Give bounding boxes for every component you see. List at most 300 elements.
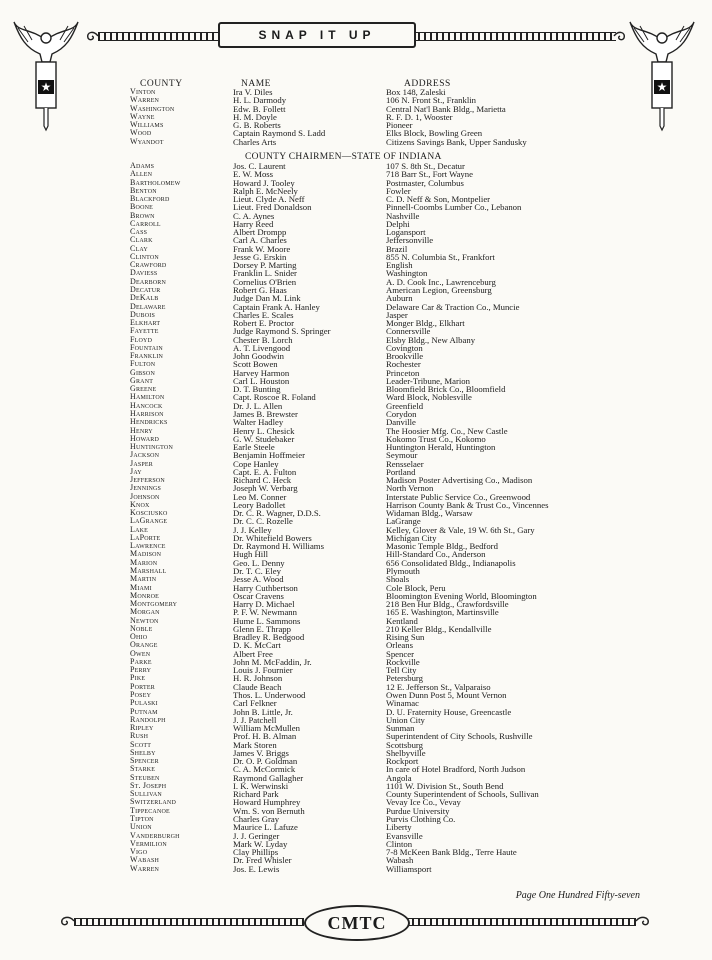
name-cell: Robert G. Haas — [233, 284, 287, 295]
county-cell: Switzerland — [130, 797, 176, 807]
address-cell: Princeton — [386, 367, 420, 378]
address-cell: 210 Keller Bldg., Kendallville — [386, 623, 492, 634]
name-cell: Thos. L. Underwood — [233, 690, 306, 700]
address-cell: Tell City — [386, 665, 417, 676]
county-cell: Lake — [130, 524, 149, 534]
county-cell: Porter — [130, 681, 155, 691]
county-cell: Floyd — [130, 334, 153, 344]
county-cell: Henry — [130, 425, 153, 435]
address-cell: Kelley, Glover & Vale, 19 W. 6th St., Gary — [386, 524, 535, 535]
name-cell: Capt. E. A. Fulton — [233, 466, 297, 477]
eagle-emblem-right-icon — [626, 18, 698, 138]
address-cell: The Hoosier Mfg. Co., New Castle — [386, 425, 508, 436]
address-cell: Danville — [386, 417, 416, 428]
eagle-emblem-left-icon — [10, 18, 82, 138]
address-cell: Citizens Savings Bank, Upper Sandusky — [386, 136, 527, 147]
county-cell: Benton — [130, 185, 157, 195]
address-cell: Hill-Standard Co., Anderson — [386, 549, 486, 560]
name-cell: Harry D. Michael — [233, 599, 295, 610]
address-cell: Owen Dunn Post 5, Mount Vernon — [386, 690, 507, 700]
name-cell: Charles Arts — [233, 136, 277, 147]
county-cell: Ohio — [130, 632, 148, 642]
county-cell: Williams — [130, 120, 164, 130]
name-cell: Geo. L. Denny — [233, 557, 285, 568]
name-cell: Dr. Fred Whisler — [233, 855, 292, 866]
name-cell: G. W. Studebaker — [233, 433, 295, 444]
address-cell: Rensselaer — [386, 458, 424, 469]
ohio-address-list — [386, 88, 527, 146]
name-cell: Captain Frank A. Hanley — [233, 301, 320, 312]
county-cell: Montgomery — [130, 599, 178, 609]
county-cell: Jay — [130, 466, 142, 476]
county-cell: Tippecanoe — [130, 805, 170, 815]
name-cell: Frank W. Moore — [233, 243, 291, 254]
county-cell: Marshall — [130, 566, 167, 576]
county-cell: Noble — [130, 623, 153, 633]
name-cell: Judge Dan M. Link — [233, 293, 301, 304]
name-cell: Scott Bowen — [233, 359, 278, 370]
address-cell: Shoals — [386, 574, 410, 585]
name-cell: Carl L. Houston — [233, 375, 290, 386]
address-cell: 107 S. 8th St., Decatur — [386, 161, 465, 171]
county-cell: Decatur — [130, 284, 161, 294]
address-cell: Auburn — [386, 293, 413, 304]
address-cell: Scottsburg — [386, 739, 424, 750]
address-cell: Purdue University — [386, 805, 450, 816]
name-cell: Franklin L. Snider — [233, 268, 297, 279]
county-cell: Hendricks — [130, 417, 168, 427]
address-cell: Purvis Clothing Co. — [386, 813, 456, 824]
name-cell: Dr. T. C. Eley — [233, 566, 281, 577]
address-cell: 12 E. Jefferson St., Valparaiso — [386, 681, 491, 692]
address-cell: Madison Poster Advertising Co., Madison — [386, 475, 533, 486]
name-cell: John Goodwin — [233, 351, 284, 362]
name-cell: D. T. Bunting — [233, 384, 281, 395]
county-cell: Fountain — [130, 342, 163, 352]
address-cell: 1101 W. Division St., South Bend — [386, 780, 504, 791]
name-cell: William McMullen — [233, 723, 300, 734]
county-cell: Cass — [130, 227, 148, 237]
name-cell: Howard J. Tooley — [233, 177, 295, 188]
footer-scroll-right-icon — [634, 913, 652, 929]
address-cell: Rising Sun — [386, 632, 425, 643]
address-cell: Widaman Bldg., Warsaw — [386, 508, 473, 519]
address-cell: Monger Bldg., Elkhart — [386, 318, 465, 329]
county-cell: Boone — [130, 202, 153, 212]
name-cell: Henry L. Chesick — [233, 425, 295, 436]
address-cell: LaGrange — [386, 516, 421, 527]
name-cell: Robert E. Proctor — [233, 318, 295, 329]
address-cell: 165 E. Washington, Martinsville — [386, 607, 499, 618]
address-cell: English — [386, 260, 413, 271]
header-rule-right — [412, 32, 616, 41]
county-cell: Parke — [130, 656, 152, 666]
cmtc-logo-text: CMTC — [327, 912, 387, 933]
name-cell: Louis J. Fournier — [233, 665, 293, 676]
name-cell: Harry Cuthbertson — [233, 582, 298, 593]
address-cell: R. F. D. 1, Wooster — [386, 111, 453, 122]
address-cell: Vevay Ice Co., Vevay — [386, 797, 461, 808]
county-cell: Jennings — [130, 483, 162, 493]
county-cell: Madison — [130, 549, 162, 559]
address-cell: Petersburg — [386, 673, 423, 684]
address-cell: Williamsport — [386, 863, 432, 874]
county-cell: Owen — [130, 648, 151, 658]
county-cell: Dearborn — [130, 276, 167, 286]
address-cell: Masonic Temple Bldg., Bedford — [386, 541, 498, 552]
county-cell: Grant — [130, 375, 154, 385]
name-cell: Capt. Roscoe R. Foland — [233, 392, 316, 403]
ohio-county-list — [130, 88, 174, 146]
county-cell: Jasper — [130, 458, 153, 468]
name-cell: Lieut. Clyde A. Neff — [233, 194, 305, 205]
address-cell: Wabash — [386, 855, 414, 866]
county-cell: Wayne — [130, 111, 155, 121]
address-cell: Covington — [386, 342, 423, 353]
address-cell: Orleans — [386, 640, 414, 651]
address-cell: Union City — [386, 714, 425, 725]
county-cell: DeKalb — [130, 293, 159, 303]
name-cell: Raymond Gallagher — [233, 772, 304, 783]
name-cell: Dr. C. R. Wagner, D.D.S. — [233, 508, 321, 519]
address-cell: Logansport — [386, 227, 426, 238]
county-cell: Monroe — [130, 590, 159, 600]
address-cell: Superintendent of City Schools, Rushville — [386, 731, 533, 742]
name-cell: Chester B. Lorch — [233, 334, 293, 345]
ohio-name-list — [233, 88, 325, 146]
address-cell: Postmaster, Columbus — [386, 177, 464, 188]
indiana-address-list — [386, 162, 548, 873]
county-cell: Newton — [130, 615, 159, 625]
name-cell: Prof. H. B. Alman — [233, 731, 297, 742]
county-cell: Rush — [130, 731, 149, 741]
footer-rule-left — [74, 918, 304, 926]
county-cell: Union — [130, 822, 152, 832]
county-cell: Lawrence — [130, 541, 166, 551]
name-cell: E. W. Moss — [233, 169, 274, 180]
county-cell: Warren — [130, 863, 160, 873]
address-cell: Corydon — [386, 408, 417, 419]
address-cell: Cole Block, Peru — [386, 582, 446, 593]
name-cell: Maurice L. Lafuze — [233, 822, 298, 833]
name-cell: D. K. McCart — [233, 640, 281, 651]
name-cell: J. J. Patchell — [233, 714, 277, 725]
name-cell: Mark Storen — [233, 739, 277, 750]
county-cell: Starke — [130, 764, 156, 774]
address-cell: Portland — [386, 466, 416, 477]
address-cell: Washington — [386, 268, 428, 279]
county-cell: Clinton — [130, 251, 159, 261]
name-cell: Carl A. Charles — [233, 235, 287, 246]
address-cell: Jasper — [386, 309, 408, 320]
county-cell: Putnam — [130, 706, 158, 716]
scroll-ornament-left-icon — [84, 28, 100, 44]
name-cell: Dr. O. P. Goldman — [233, 756, 298, 767]
name-cell: J. J. Kelley — [233, 524, 272, 535]
address-cell: Rockville — [386, 656, 420, 667]
name-cell: Leo M. Conner — [233, 491, 287, 502]
county-cell: Fayette — [130, 326, 159, 336]
indiana-name-list — [233, 162, 331, 873]
name-cell: James V. Briggs — [233, 747, 289, 758]
address-cell: D. U. Fraternity House, Greencastle — [386, 706, 512, 717]
address-cell: Pioneer — [386, 120, 413, 131]
address-cell: Rochester — [386, 359, 421, 370]
name-cell: Jos. C. Laurent — [233, 161, 286, 171]
county-cell: Sullivan — [130, 789, 162, 799]
name-cell: P. F. W. Newmann — [233, 607, 297, 618]
county-cell: Greene — [130, 384, 157, 394]
county-cell: Morgan — [130, 607, 160, 617]
county-cell: St. Joseph — [130, 780, 167, 790]
address-cell: Nashville — [386, 210, 420, 221]
name-cell: I. K. Werwinski — [233, 780, 289, 791]
county-cell: Vinton — [130, 87, 156, 96]
county-cell: Shelby — [130, 747, 156, 757]
address-cell: Brazil — [386, 243, 408, 254]
name-cell: Glenn E. Thrapp — [233, 623, 291, 634]
address-cell: Brookville — [386, 351, 424, 362]
address-cell: C. D. Neff & Son, Montpelier — [386, 194, 491, 205]
county-cell: Bartholomew — [130, 177, 181, 187]
address-cell: Leader-Tribune, Marion — [386, 375, 470, 386]
address-cell: In care of Hotel Bradford, North Judson — [386, 764, 526, 775]
name-cell: John B. Little, Jr. — [233, 706, 293, 717]
county-cell: Howard — [130, 433, 159, 443]
address-cell: Rockport — [386, 756, 419, 767]
name-cell: Oscar Cravens — [233, 590, 284, 601]
address-cell: Central Nat'l Bank Bldg., Marietta — [386, 103, 506, 114]
address-cell: Delphi — [386, 218, 410, 229]
county-cell: Wyandot — [130, 136, 164, 146]
county-cell: Perry — [130, 665, 152, 675]
name-cell: James B. Brewster — [233, 408, 298, 419]
address-cell: County Superintendent of Schools, Sullivan — [386, 789, 539, 800]
county-cell: Daviess — [130, 268, 158, 278]
address-cell: North Vernon — [386, 483, 434, 494]
county-cell: Marion — [130, 557, 158, 567]
county-cell: Ripley — [130, 723, 154, 733]
name-cell: Clay Phillips — [233, 847, 279, 858]
address-cell: Elks Block, Bowling Green — [386, 128, 483, 139]
svg-text:★: ★ — [40, 80, 52, 94]
name-cell: H. M. Doyle — [233, 111, 277, 122]
county-cell: Jackson — [130, 450, 160, 460]
address-cell: Plymouth — [386, 566, 420, 577]
indiana-county-list — [130, 162, 181, 873]
address-cell: Greenfield — [386, 400, 424, 411]
name-cell: C. A. McCormick — [233, 764, 296, 775]
county-cell: Clay — [130, 243, 148, 253]
county-cell: Kosciusko — [130, 508, 168, 518]
name-cell: Bradley R. Bedgood — [233, 632, 305, 643]
county-cell: Hamilton — [130, 392, 165, 402]
address-cell: Shelbyville — [386, 747, 426, 758]
county-cell: Pike — [130, 673, 146, 683]
name-cell: Leory Badollet — [233, 499, 286, 510]
name-cell: Harry Reed — [233, 218, 274, 229]
name-cell: Harvey Harmon — [233, 367, 290, 378]
name-cell: Dr. Whitefield Bowers — [233, 532, 312, 543]
address-cell: Delaware Car & Traction Co., Muncie — [386, 301, 520, 312]
county-cell: Miami — [130, 582, 152, 592]
name-cell: Captain Raymond S. Ladd — [233, 128, 326, 139]
county-cell: Vermilion — [130, 838, 167, 848]
county-cell: Franklin — [130, 351, 164, 361]
address-cell: Harrison County Bank & Trust Co., Vincennes — [386, 499, 549, 510]
name-cell: H. L. Darmody — [233, 95, 287, 106]
address-cell: Clinton — [386, 838, 413, 849]
svg-text:★: ★ — [656, 80, 668, 94]
name-cell: John M. McFaddin, Jr. — [233, 656, 312, 667]
county-cell: Randolph — [130, 714, 166, 724]
county-cell: Warren — [130, 95, 160, 105]
address-cell: 218 Ben Hur Bldg., Crawfordsville — [386, 599, 509, 610]
name-cell: Cornelius O'Brien — [233, 276, 297, 287]
county-cell: Vigo — [130, 847, 148, 857]
county-cell: Steuben — [130, 772, 160, 782]
address-cell: 855 N. Columbia St., Frankfort — [386, 251, 495, 262]
address-cell: Spencer — [386, 648, 414, 659]
county-cell: Hancock — [130, 400, 163, 410]
name-cell: Dorsey P. Marting — [233, 260, 297, 271]
address-cell: Connersville — [386, 326, 431, 337]
name-cell: Jesse A. Wood — [233, 574, 284, 585]
county-cell: Dubois — [130, 309, 155, 319]
name-cell: Dr. C. C. Rozelle — [233, 516, 293, 527]
address-cell: Evansville — [386, 830, 423, 841]
name-heading: NAME — [241, 79, 271, 89]
address-cell: Huntington Herald, Huntington — [386, 442, 496, 453]
name-cell: Ira V. Diles — [233, 87, 273, 97]
county-cell: Brown — [130, 210, 155, 220]
name-cell: Dr. J. L. Allen — [233, 400, 283, 411]
name-cell: Albert Free — [233, 648, 273, 659]
name-cell: Charles E. Scales — [233, 309, 294, 320]
name-cell: Hume L. Sammons — [233, 615, 301, 626]
county-cell: Jefferson — [130, 475, 165, 485]
county-cell: LaPorte — [130, 532, 161, 542]
county-heading: COUNTY — [140, 79, 183, 89]
address-cell: Bloomfield Brick Co., Bloomfield — [386, 384, 506, 395]
header-banner — [218, 22, 416, 48]
name-cell: Richard Park — [233, 789, 279, 800]
address-cell: Michigan City — [386, 532, 437, 543]
county-cell: Vanderburgh — [130, 830, 180, 840]
name-cell: Jos. E. Lewis — [233, 863, 280, 874]
county-cell: Wood — [130, 128, 152, 138]
address-cell: Liberty — [386, 822, 412, 833]
county-cell: Gibson — [130, 367, 155, 377]
county-cell: LaGrange — [130, 516, 168, 526]
address-cell: 106 N. Front St., Franklin — [386, 95, 477, 106]
county-cell: Washington — [130, 103, 175, 113]
page-number: Page One Hundred Fifty-seven — [515, 890, 640, 901]
header-rule-left — [98, 32, 218, 41]
county-cell: Wabash — [130, 855, 160, 865]
address-cell: Jeffersonville — [386, 235, 434, 246]
address-cell: American Legion, Greensburg — [386, 284, 492, 295]
address-cell: Sunman — [386, 723, 415, 734]
county-cell: Tipton — [130, 813, 154, 823]
county-cell: Harrison — [130, 408, 164, 418]
address-cell: A. D. Cook Inc., Lawrenceburg — [386, 276, 496, 287]
county-cell: Allen — [130, 169, 153, 179]
scroll-ornament-right-icon — [612, 28, 628, 44]
address-cell: 656 Consolidated Bldg., Indianapolis — [386, 557, 516, 568]
name-cell: Hugh Hill — [233, 549, 268, 560]
county-cell: Knox — [130, 499, 150, 509]
county-cell: Johnson — [130, 491, 160, 501]
address-cell: Angola — [386, 772, 412, 783]
address-cell: Elsby Bldg., New Albany — [386, 334, 476, 345]
address-cell: Interstate Public Service Co., Greenwood — [386, 491, 531, 502]
address-cell: Kokomo Trust Co., Kokomo — [386, 433, 486, 444]
name-cell: G. B. Roberts — [233, 120, 281, 131]
county-cell: Pulaski — [130, 698, 158, 708]
name-cell: H. R. Johnson — [233, 673, 283, 684]
name-cell: A. T. Livengood — [233, 342, 291, 353]
name-cell: Wm. S. von Bernuth — [233, 805, 305, 816]
name-cell: Dr. Raymond H. Williams — [233, 541, 324, 552]
address-cell: Box 148, Zaleski — [386, 87, 446, 97]
name-cell: Edw. B. Follett — [233, 103, 286, 114]
name-cell: Judge Raymond S. Springer — [233, 326, 331, 337]
name-cell: Charles Gray — [233, 813, 280, 824]
name-cell: Richard C. Heck — [233, 475, 292, 486]
name-cell: C. A. Aynes — [233, 210, 275, 221]
address-cell: Ward Block, Noblesville — [386, 392, 472, 403]
county-cell: Clark — [130, 235, 153, 245]
name-cell: Albert Drompp — [233, 227, 287, 238]
address-cell: Kentland — [386, 615, 418, 626]
county-cell: Adams — [130, 161, 155, 170]
name-cell: Jesse G. Erskin — [233, 251, 287, 262]
name-cell: Carl Felkner — [233, 698, 277, 709]
address-heading: ADDRESS — [404, 79, 451, 89]
name-cell: Cope Hanley — [233, 458, 279, 469]
county-cell: Posey — [130, 690, 152, 699]
name-cell: Howard Humphrey — [233, 797, 301, 808]
county-cell: Huntington — [130, 442, 173, 452]
county-cell: Fulton — [130, 359, 156, 369]
indiana-section-title: COUNTY CHAIRMEN—STATE OF INDIANA — [245, 152, 442, 162]
name-cell: J. J. Geringer — [233, 830, 280, 841]
name-cell: Ralph E. McNeely — [233, 185, 298, 196]
name-cell: Claude Beach — [233, 681, 282, 692]
name-cell: Earle Steele — [233, 442, 275, 453]
county-cell: Spencer — [130, 756, 159, 766]
address-cell: Pinnell-Coombs Lumber Co., Lebanon — [386, 202, 522, 213]
county-cell: Martin — [130, 574, 157, 584]
name-cell: Walter Hadley — [233, 417, 284, 428]
name-cell: Lieut. Fred Donaldson — [233, 202, 312, 213]
county-cell: Carroll — [130, 218, 161, 228]
address-cell: 718 Barr St., Fort Wayne — [386, 169, 473, 180]
footer-rule-right — [406, 918, 636, 926]
county-cell: Elkhart — [130, 318, 161, 328]
name-cell: Joseph W. Verbarg — [233, 483, 298, 494]
name-cell: Mark W. Lyday — [233, 838, 288, 849]
cmtc-logo — [304, 905, 410, 941]
county-cell: Orange — [130, 640, 158, 650]
county-cell: Delaware — [130, 301, 166, 311]
name-cell: Benjamin Hoffmeier — [233, 450, 305, 461]
footer-scroll-left-icon — [58, 913, 76, 929]
address-cell: Winamac — [386, 698, 419, 709]
county-cell: Scott — [130, 739, 152, 749]
address-cell: Seymour — [386, 450, 418, 461]
